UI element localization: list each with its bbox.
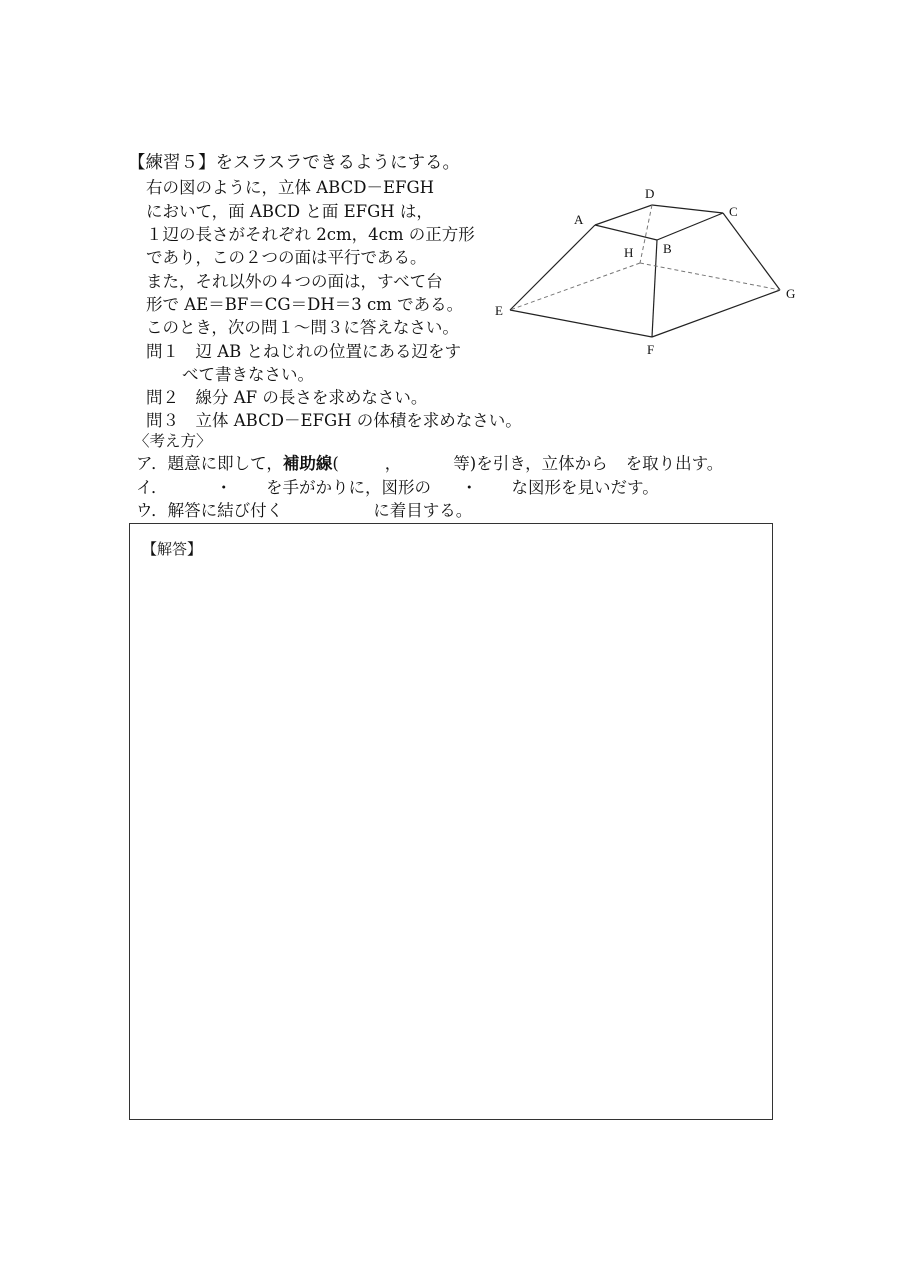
question-2: 問２ 線分 AF の長さを求めなさい。 [146,388,428,407]
approach-i [136,478,659,498]
approach-a [136,454,723,474]
answer-label: 【解答】 [142,540,203,558]
text: 等)を引き，立体から [453,454,608,473]
text: に着目する。 [373,501,473,520]
edge-DC [652,205,723,213]
problem-line: において，面 ABCD と面 EFGH は， [146,202,433,221]
hidden-edge-DH [640,205,652,263]
hidden-edge-HE [510,263,640,310]
text: ・ [461,478,478,497]
problem-line: 右の図のように，立体 ABCD－EFGH [146,178,435,197]
edge-BF [652,240,657,337]
answer-box[interactable] [129,523,773,1120]
text: ウ．解答に結び付く [136,501,284,520]
text: を手がかりに，図形の [266,478,432,497]
edge-CB [657,213,723,240]
label-F: F [647,342,655,357]
problem-line: このとき，次の問１～問３に答えなさい。 [146,318,459,337]
hidden-edge-HG [640,263,780,290]
edge-AE [510,225,595,310]
problem-line: また，それ以外の４つの面は，すべて台 [146,272,443,291]
label-B: B [663,241,672,256]
problem-line: １辺の長さがそれぞれ 2cm，4cm の正方形 [146,225,475,244]
exercise-title: 【練習５】をスラスラできるようにする。 [128,153,460,173]
text: ・ [215,478,233,497]
edge-CG [723,213,780,290]
question-1: 問１ 辺 AB とねじれの位置にある辺をす [146,342,462,361]
auxiliary-line-keyword: 補助線 [282,454,333,473]
edge-EF [510,310,652,337]
text: な図形を見いだす。 [511,478,659,497]
edge-FG [652,290,780,337]
edge-AD [595,205,652,225]
label-E: E [495,303,503,318]
label-D: D [645,186,655,201]
label-A: A [574,212,584,227]
label-G: G [786,286,796,301]
frustum-figure [0,0,905,400]
approach-u [136,501,472,521]
text: イ． [136,478,168,497]
text: ( [332,454,339,473]
label-H: H [624,245,634,260]
text: を取り出す。 [625,454,724,473]
question-3: 問３ 立体 ABCD－EFGH の体積を求めなさい。 [146,411,522,430]
text: ア．題意に即して， [136,454,283,473]
label-C: C [729,204,738,219]
text: ， [384,454,402,473]
question-1-cont: べて書きなさい。 [182,365,314,384]
approach-heading: 〈考え方〉 [134,432,212,450]
problem-line: であり，この２つの面は平行である。 [146,248,427,267]
problem-line: 形で AE＝BF＝CG＝DH＝3 cm である。 [146,295,464,314]
